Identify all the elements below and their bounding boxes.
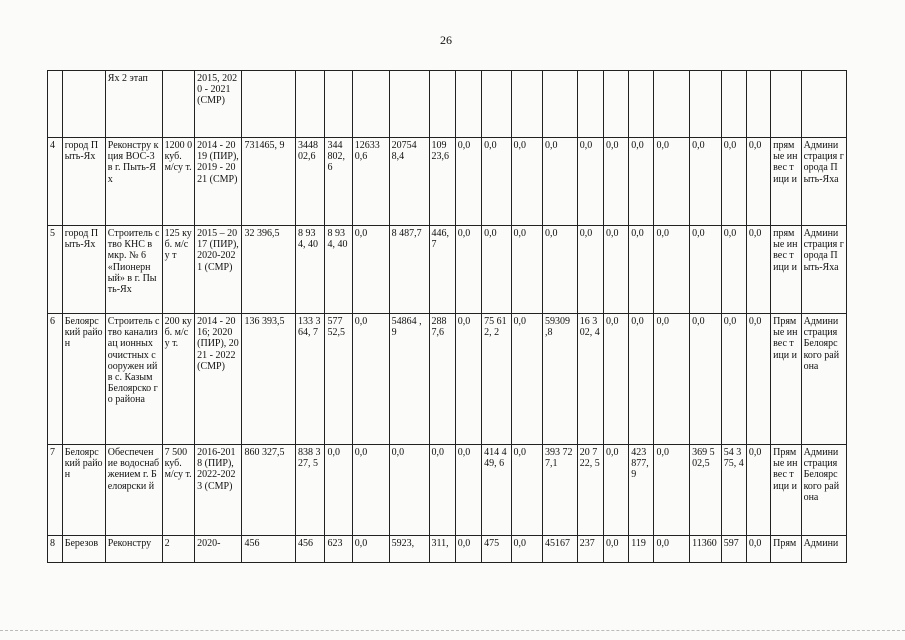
table-cell: Обеспечен ие водоснаб жением г. Белоярски й [105, 445, 162, 536]
table-cell: 8 934, 40 [296, 226, 325, 314]
table-cell: 344 802, 6 [325, 138, 352, 226]
table-cell: 0,0 [511, 536, 543, 563]
table-cell [429, 71, 455, 138]
table-cell: 0,0 [690, 138, 722, 226]
table-cell: 0,0 [352, 445, 389, 536]
table-cell: Строитель ство КНС в мкр. № 6 «Пионерн ый» в г. Пыть-Ях [105, 226, 162, 314]
table-cell: 5923, [389, 536, 429, 563]
table-cell: 0,0 [690, 314, 722, 445]
table-cell: 0,0 [721, 226, 746, 314]
table-cell: 0,0 [746, 226, 770, 314]
table-cell: 0,0 [629, 314, 654, 445]
table-cell: Админи страция города Пыть-Яха [801, 138, 846, 226]
table-cell: город Пыть-Ях [62, 138, 105, 226]
table-cell [604, 71, 629, 138]
table-row [48, 314, 847, 445]
table-cell: 0,0 [604, 536, 629, 563]
table-cell: Админи страция Белоярс кого района [801, 314, 846, 445]
table-cell: 446, 7 [429, 226, 455, 314]
table-cell [746, 71, 770, 138]
table-cell: 0,0 [721, 138, 746, 226]
table-cell: 75 612, 2 [482, 314, 511, 445]
table-cell: 0,0 [721, 314, 746, 445]
table-cell: 8 487,7 [389, 226, 429, 314]
table-cell: Админи страция города Пыть-Яха [801, 226, 846, 314]
table-cell: 2020- [195, 536, 242, 563]
table-cell: 0,0 [604, 226, 629, 314]
table-cell [511, 71, 543, 138]
table-cell: 2015 – 2017 (ПИР), 2020-2021 (СМР) [195, 226, 242, 314]
table-cell: 860 327,5 [242, 445, 296, 536]
table-cell: 731465, 9 [242, 138, 296, 226]
table-cell: Березов [62, 536, 105, 563]
table-cell: 0,0 [455, 226, 481, 314]
table-cell [801, 71, 846, 138]
table-cell: 0,0 [352, 226, 389, 314]
table-cell: 133 364, 7 [296, 314, 325, 445]
table-cell: 0,0 [746, 536, 770, 563]
table-cell: 0,0 [511, 138, 543, 226]
table-cell: 3448 02,6 [296, 138, 325, 226]
table-cell: 369 502,5 [690, 445, 722, 536]
table-cell [62, 71, 105, 138]
page-bottom-edge [0, 630, 905, 631]
table-cell: 5 [48, 226, 63, 314]
table-cell: 6 [48, 314, 63, 445]
table-cell: 0,0 [455, 445, 481, 536]
table-row [48, 445, 847, 536]
table-cell: 0,0 [511, 226, 543, 314]
table-cell: 0,0 [629, 226, 654, 314]
table-cell: 423 877, 9 [629, 445, 654, 536]
table-cell: 54864 ,9 [389, 314, 429, 445]
table-cell: 119 [629, 536, 654, 563]
table-cell: 0,0 [654, 314, 690, 445]
table-cell: 8 934, 40 [325, 226, 352, 314]
table-cell: 838 327, 5 [296, 445, 325, 536]
table-cell [325, 71, 352, 138]
table-cell: 11360 [690, 536, 722, 563]
table-cell: 2016-2018 (ПИР), 2022-2023 (СМР) [195, 445, 242, 536]
table-cell: 4 [48, 138, 63, 226]
investment-table [47, 70, 847, 563]
table-cell: 7 500 куб. м/су т. [162, 445, 195, 536]
table-cell: 0,0 [604, 138, 629, 226]
table-cell: Белоярс кий район [62, 445, 105, 536]
table-cell: Прям ые инвес тици и [771, 445, 801, 536]
table-cell: 136 393,5 [242, 314, 296, 445]
table-cell: 0,0 [690, 226, 722, 314]
table-cell: 577 52,5 [325, 314, 352, 445]
table-cell: Прям ые инвес тици и [771, 314, 801, 445]
table-cell: 0,0 [577, 138, 603, 226]
table-cell [455, 71, 481, 138]
page-number: 26 [440, 33, 452, 47]
table-cell: 125 куб. м/су т [162, 226, 195, 314]
table-cell [690, 71, 722, 138]
table-cell: 0,0 [746, 445, 770, 536]
table-cell: Реконстру [105, 536, 162, 563]
table-cell: 2014 - 2019 (ПИР), 2019 - 2021 (СМР) [195, 138, 242, 226]
table-cell: 0,0 [654, 536, 690, 563]
table-cell: 237 [577, 536, 603, 563]
table-cell: 8 [48, 536, 63, 563]
table-cell [352, 71, 389, 138]
table-cell [721, 71, 746, 138]
table-cell: 0,0 [455, 138, 481, 226]
table-cell: 0,0 [629, 138, 654, 226]
table-cell [577, 71, 603, 138]
table-cell: 32 396,5 [242, 226, 296, 314]
table-cell: 0,0 [746, 138, 770, 226]
table-cell: 2014 - 2016; 2020 (ПИР), 2021 - 2022 (СМР) [195, 314, 242, 445]
table-cell: 475 [482, 536, 511, 563]
table-cell: 0,0 [543, 138, 578, 226]
table-cell: 45167 [543, 536, 578, 563]
table-cell: 200 куб. м/су т. [162, 314, 195, 445]
table-cell [48, 71, 63, 138]
table-cell: Админи страция Белоярс кого района [801, 445, 846, 536]
table-row [48, 226, 847, 314]
table-cell: 456 [242, 536, 296, 563]
table-cell: 0,0 [511, 445, 543, 536]
table-cell [296, 71, 325, 138]
table-cell: 20754 8,4 [389, 138, 429, 226]
table-cell: 54 375, 4 [721, 445, 746, 536]
table-cell: 16 302, 4 [577, 314, 603, 445]
table-cell: 2 [162, 536, 195, 563]
table-cell: 0,0 [746, 314, 770, 445]
table-cell: 414 449, 6 [482, 445, 511, 536]
table-cell: Реконстру кция ВОС-3 в г. Пыть-Ях [105, 138, 162, 226]
table-cell [771, 71, 801, 138]
table-row [48, 71, 847, 138]
table-row [48, 536, 847, 563]
table-cell: 0,0 [543, 226, 578, 314]
table-cell: 0,0 [455, 536, 481, 563]
table-cell: 0,0 [482, 138, 511, 226]
table-cell: 12633 0,6 [352, 138, 389, 226]
table-cell: 0,0 [654, 138, 690, 226]
table-cell: 109 23,6 [429, 138, 455, 226]
table-cell: прям ые инвес тици и [771, 138, 801, 226]
table-cell: 0,0 [352, 536, 389, 563]
table-cell: город Пыть-Ях [62, 226, 105, 314]
table-cell [543, 71, 578, 138]
table-cell: 20 722, 5 [577, 445, 603, 536]
table-cell: 0,0 [604, 445, 629, 536]
table-cell: Строитель ство канализац ионных очистных сооружен ий в с. Казым Белоярско го района [105, 314, 162, 445]
table-cell: 456 [296, 536, 325, 563]
table-cell: 623 [325, 536, 352, 563]
table-cell: 0,0 [654, 226, 690, 314]
table-cell: Прям [771, 536, 801, 563]
table-cell: 0,0 [604, 314, 629, 445]
table-cell: 288 7,6 [429, 314, 455, 445]
table-cell [389, 71, 429, 138]
table-cell: 393 727,1 [543, 445, 578, 536]
table-cell: 0,0 [389, 445, 429, 536]
table-cell: 0,0 [482, 226, 511, 314]
table-cell: 311, [429, 536, 455, 563]
table-cell [242, 71, 296, 138]
table-cell: Ях 2 этап [105, 71, 162, 138]
table-cell: 0,0 [455, 314, 481, 445]
table-cell: 0,0 [654, 445, 690, 536]
table-cell: 7 [48, 445, 63, 536]
table-cell: Админи [801, 536, 846, 563]
table-cell: 2015, 2020 - 2021 (СМР) [195, 71, 242, 138]
table-cell: прям ые инвес тици и [771, 226, 801, 314]
table-cell: 0,0 [429, 445, 455, 536]
table-cell: 0,0 [511, 314, 543, 445]
table-cell: 1200 0 куб. м/су т. [162, 138, 195, 226]
table-cell [654, 71, 690, 138]
table-cell: 0,0 [352, 314, 389, 445]
table-cell: 0,0 [325, 445, 352, 536]
table-cell: 597 [721, 536, 746, 563]
table-cell [162, 71, 195, 138]
table-cell: 0,0 [577, 226, 603, 314]
table-cell [629, 71, 654, 138]
table-cell [482, 71, 511, 138]
table-cell: Белоярс кий район [62, 314, 105, 445]
table-row [48, 138, 847, 226]
table-cell: 59309 ,8 [543, 314, 578, 445]
